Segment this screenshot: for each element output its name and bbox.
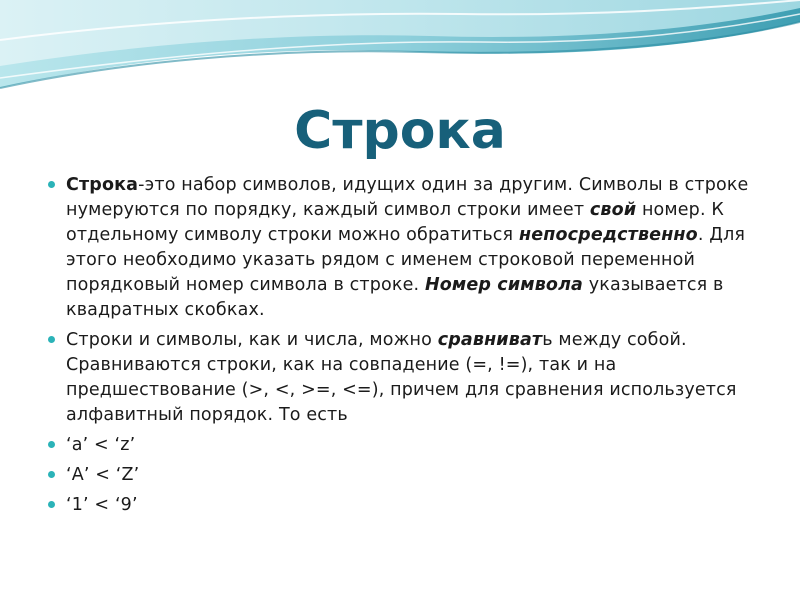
bullet-dot-icon [48, 181, 55, 188]
bullet-item [48, 463, 768, 488]
bullet-dot-icon [48, 501, 55, 508]
bullet-item [48, 433, 768, 458]
bullet-list [48, 173, 768, 523]
text-segment: номер. К отдельному символу строки можно обратиться [66, 200, 724, 245]
example-comparison: ‘1’ < ‘9’ [66, 495, 138, 515]
bullet-item [48, 173, 768, 323]
bullet-dot-icon [48, 471, 55, 478]
text-segment: ь между собой. Сравниваются строки, как на совпадение (=, !=), так и на предшествование (>, <, >=, <=), причем для сравнения используется алфавитный порядок. То есть [66, 330, 737, 425]
bullet-dot-icon [48, 441, 55, 448]
bullet-item [48, 493, 768, 518]
slide-title: Строка [294, 101, 506, 161]
term-stroka: Строка [66, 175, 139, 195]
text-segment: указывается в квадратных скобках. [66, 275, 724, 320]
emphasis-directly: непосредственно [518, 225, 698, 245]
emphasis-compare: сравниват [437, 330, 543, 350]
bullet-item [48, 328, 768, 428]
text-segment: -это набор символов, идущих один за другим. Символы в строке нумеруются по порядку, каждый символ строки имеет [66, 175, 749, 220]
text-segment: . Для этого необходимо указать рядом с именем строковой переменной порядковый номер символа в строке. [66, 225, 746, 295]
example-comparison: ‘A’ < ‘Z’ [66, 465, 140, 485]
bullet-dot-icon [48, 336, 55, 343]
emphasis-own: свой [589, 200, 637, 220]
text-segment: Строки и символы, как и числа, можно [66, 330, 438, 350]
example-comparison: ‘a’ < ‘z’ [66, 435, 136, 455]
wave-header-decoration [0, 0, 800, 100]
emphasis-symbol-number: Номер символа [424, 275, 584, 295]
